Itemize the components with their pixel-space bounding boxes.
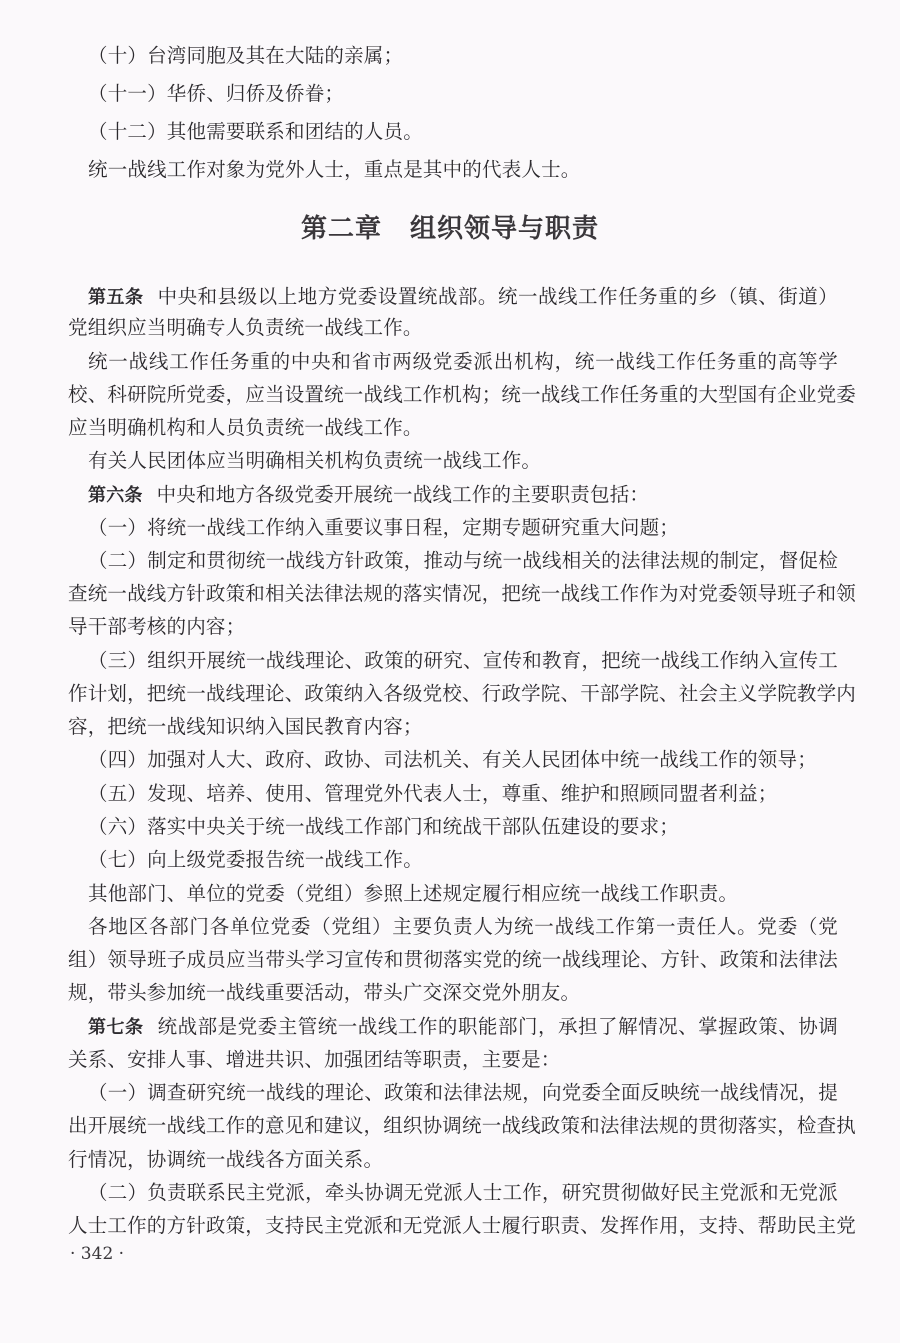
article-line <box>88 481 649 510</box>
line-text: 作计划，把统一战线理论、政策纳入各级党校、行政学院、干部学院、社会主义学院教学内 <box>68 682 857 705</box>
line-text: （十二）其他需要联系和团结的人员。 <box>88 120 423 143</box>
text-line <box>68 713 423 741</box>
text-line <box>88 913 838 941</box>
line-text: （五）发现、培养、使用、管理党外代表人士，尊重、维护和照顾同盟者利益； <box>88 782 778 805</box>
line-text: （六）落实中央关于统一战线工作部门和统战干部队伍建设的要求； <box>88 815 680 838</box>
text-line <box>68 1212 857 1240</box>
line-text: 人士工作的方针政策，支持民主党派和无党派人士履行职责、发挥作用，支持、帮助民主党 <box>68 1214 857 1237</box>
line-text: 校、科研院所党委，应当设置统一战线工作机构；统一战线工作任务重的大型国有企业党委 <box>68 383 857 406</box>
article-label: 第六条 <box>88 485 143 506</box>
text-line <box>88 1079 838 1107</box>
text-line <box>68 381 857 409</box>
article-line <box>88 1013 838 1042</box>
line-text: （十一）华侨、归侨及侨眷； <box>88 82 345 105</box>
text-line <box>88 547 838 575</box>
text-line <box>88 813 679 841</box>
text-line <box>68 1112 857 1140</box>
line-text: 统战部是党委主管统一战线工作的职能部门，承担了解情况、掌握政策、协调 <box>157 1015 838 1038</box>
text-line <box>68 314 423 342</box>
line-text: 党组织应当明确专人负责统一战线工作。 <box>68 316 423 339</box>
text-line <box>68 979 580 1007</box>
line-text: （一）调查研究统一战线的理论、政策和法律法规，向党委全面反映统一战线情况，提 <box>88 1081 838 1104</box>
text-line <box>88 80 344 108</box>
text-line <box>88 118 423 146</box>
text-line <box>68 414 423 442</box>
line-text: 关系、安排人事、增进共识、加强团结等职责，主要是： <box>68 1048 561 1071</box>
text-line <box>88 447 541 475</box>
line-text: 统一战线工作任务重的中央和省市两级党委派出机构，统一战线工作任务重的高等学 <box>88 350 838 373</box>
text-line <box>88 647 838 675</box>
line-text: （三）组织开展统一战线理论、政策的研究、宣传和教育，把统一战线工作纳入宣传工 <box>88 649 838 672</box>
text-line <box>88 846 423 874</box>
article-label: 第七条 <box>88 1017 144 1038</box>
text-line <box>68 1146 383 1174</box>
chapter-title: 组织领导与职责 <box>410 214 600 244</box>
line-text: （一）将统一战线工作纳入重要议事日程，定期专题研究重大问题； <box>88 516 680 539</box>
line-text: 应当明确机构和人员负责统一战线工作。 <box>68 416 423 439</box>
line-text: 导干部考核的内容； <box>68 615 246 638</box>
line-text: 行情况，协调统一战线各方面关系。 <box>68 1148 384 1171</box>
page-number: · 342 · <box>70 1244 125 1264</box>
line-text: 中央和县级以上地方党委设置统战部。统一战线工作任务重的乡（镇、街道） <box>157 285 838 308</box>
line-text: （二）制定和贯彻统一战线方针政策，推动与统一战线相关的法律法规的制定，督促检 <box>88 549 838 572</box>
text-line <box>88 514 679 542</box>
text-line <box>88 746 817 774</box>
text-line <box>88 780 778 808</box>
line-text: 其他部门、单位的党委（党组）参照上述规定履行相应统一战线工作职责。 <box>88 882 739 905</box>
text-line <box>68 680 857 708</box>
article-line <box>88 283 838 312</box>
line-text: （七）向上级党委报告统一战线工作。 <box>88 848 423 871</box>
article-label: 第五条 <box>88 287 144 308</box>
text-line <box>88 348 838 376</box>
text-line <box>68 580 857 608</box>
line-text: 有关人民团体应当明确相关机构负责统一战线工作。 <box>88 449 542 472</box>
text-line <box>68 613 245 641</box>
line-text: （二）负责联系民主党派，牵头协调无党派人士工作，研究贯彻做好民主党派和无党派 <box>88 1181 838 1204</box>
text-line <box>68 1046 561 1074</box>
line-text: 中央和地方各级党委开展统一战线工作的主要职责包括： <box>156 483 650 506</box>
text-line <box>88 880 738 908</box>
text-line <box>68 946 838 974</box>
line-text: 规，带头参加统一战线重要活动，带头广交深交党外朋友。 <box>68 981 581 1004</box>
chapter-heading <box>0 208 900 245</box>
line-text: 容，把统一战线知识纳入国民教育内容； <box>68 715 423 738</box>
line-text: （十）台湾同胞及其在大陆的亲属； <box>88 44 404 67</box>
line-text: 组）领导班子成员应当带头学习宣传和贯彻落实党的统一战线理论、方针、政策和法律法 <box>68 948 838 971</box>
line-text: 统一战线工作对象为党外人士，重点是其中的代表人士。 <box>88 158 581 181</box>
line-text: （四）加强对人大、政府、政协、司法机关、有关人民团体中统一战线工作的领导； <box>88 748 817 771</box>
text-line <box>88 156 581 184</box>
line-text: 出开展统一战线工作的意见和建议，组织协调统一战线政策和法律法规的贯彻落实，检查执 <box>68 1114 857 1137</box>
text-line <box>88 1179 838 1207</box>
text-line <box>88 42 403 70</box>
chapter-number: 第二章 <box>300 214 382 244</box>
line-text: 各地区各部门各单位党委（党组）主要负责人为统一战线工作第一责任人。党委（党 <box>88 915 838 938</box>
line-text: 查统一战线方针政策和相关法律法规的落实情况，把统一战线工作作为对党委领导班子和领 <box>68 582 857 605</box>
